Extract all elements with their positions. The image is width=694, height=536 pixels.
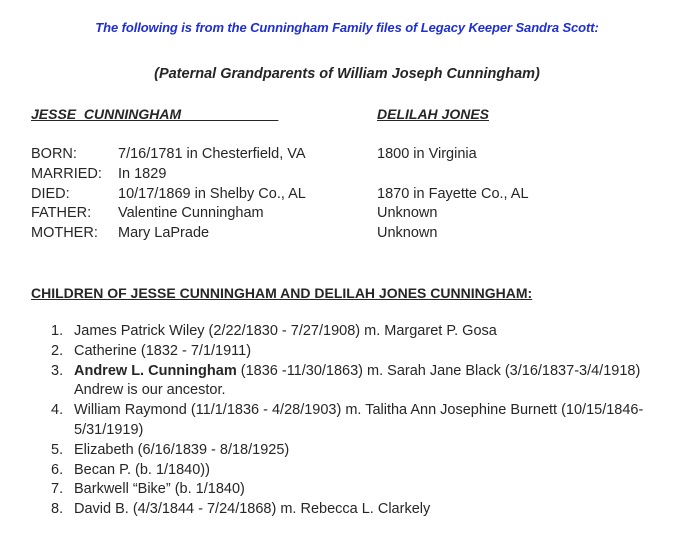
list-number: 5. — [51, 441, 64, 458]
wife-name-heading: DELILAH JONES — [377, 106, 490, 122]
child-entry — [74, 441, 681, 461]
document-subtitle: (Paternal Grandparents of William Joseph Cunningham) — [154, 66, 540, 82]
husband-fact: In 1829 — [118, 165, 167, 182]
fact-label: MOTHER: — [31, 225, 98, 242]
list-item — [31, 461, 681, 481]
child-entry — [74, 500, 681, 520]
list-number: 2. — [51, 342, 64, 359]
wife-fact: 1800 in Virginia — [377, 146, 477, 162]
list-item — [31, 322, 681, 342]
child-text: James Patrick Wiley (2/22/1830 - 7/27/1908) m. Margaret P. Gosa — [74, 323, 497, 339]
wife-fact: Unknown — [377, 205, 438, 222]
husband-fact: 7/16/1781 in Chesterfield, VA — [118, 146, 306, 162]
child-entry — [74, 342, 681, 362]
list-number: 1. — [51, 323, 64, 339]
list-number: 6. — [51, 461, 64, 478]
husband-fact: Valentine Cunningham — [118, 205, 264, 222]
children-heading: CHILDREN OF JESSE CUNNINGHAM AND DELILAH JONES CUNNINGHAM: — [31, 285, 533, 301]
child-text: Becan P. (b. 1/1840)) — [74, 461, 210, 478]
child-text: Barkwell “Bike” (b. 1/1840) — [74, 481, 245, 498]
list-number: 4. — [51, 402, 64, 419]
list-item — [31, 500, 681, 520]
husband-fact: 10/17/1869 in Shelby Co., AL — [118, 185, 306, 202]
list-item — [31, 342, 681, 362]
child-text: Catherine (1832 - 7/1/1911) — [74, 342, 252, 359]
list-number: 3. — [51, 362, 64, 379]
child-text: David B. (4/3/1844 - 7/24/1868) m. Rebecca L. Clarkely — [74, 501, 431, 518]
wife-fact: 1870 in Fayette Co., AL — [377, 185, 529, 202]
fact-label: BORN: — [31, 146, 77, 162]
fact-label: MARRIED: — [31, 165, 102, 182]
children-list — [31, 322, 681, 520]
husband-name-heading: JESSE CUNNINGHAM — [31, 106, 279, 122]
child-text: (1836 -11/30/1863) m. Sarah Jane Black (3/16/1837-3/4/1918) Andrew is our ancestor. — [74, 362, 641, 399]
list-number: 7. — [51, 481, 64, 498]
child-entry — [74, 401, 681, 441]
list-number: 8. — [51, 501, 64, 518]
fact-label: DIED: — [31, 185, 70, 202]
husband-fact: Mary LaPrade — [118, 225, 210, 242]
list-item — [31, 401, 681, 441]
child-entry — [74, 322, 681, 342]
intro-line: The following is from the Cunningham Family files of Legacy Keeper Sandra Scott: — [95, 20, 599, 35]
child-text: Elizabeth (6/16/1839 - 8/18/1925) — [74, 441, 290, 458]
list-item — [31, 362, 681, 402]
wife-fact: Unknown — [377, 225, 438, 242]
fact-label: FATHER: — [31, 205, 92, 222]
ancestor-name: Andrew L. Cunningham — [74, 362, 237, 379]
child-entry — [74, 461, 681, 481]
child-entry — [74, 362, 681, 402]
child-text: William Raymond (11/1/1836 - 4/28/1903) m. Talitha Ann Josephine Burnett (10/15/1846-5/31/1919) — [74, 402, 644, 438]
list-item — [31, 480, 681, 500]
child-entry — [74, 480, 681, 500]
list-item — [31, 441, 681, 461]
